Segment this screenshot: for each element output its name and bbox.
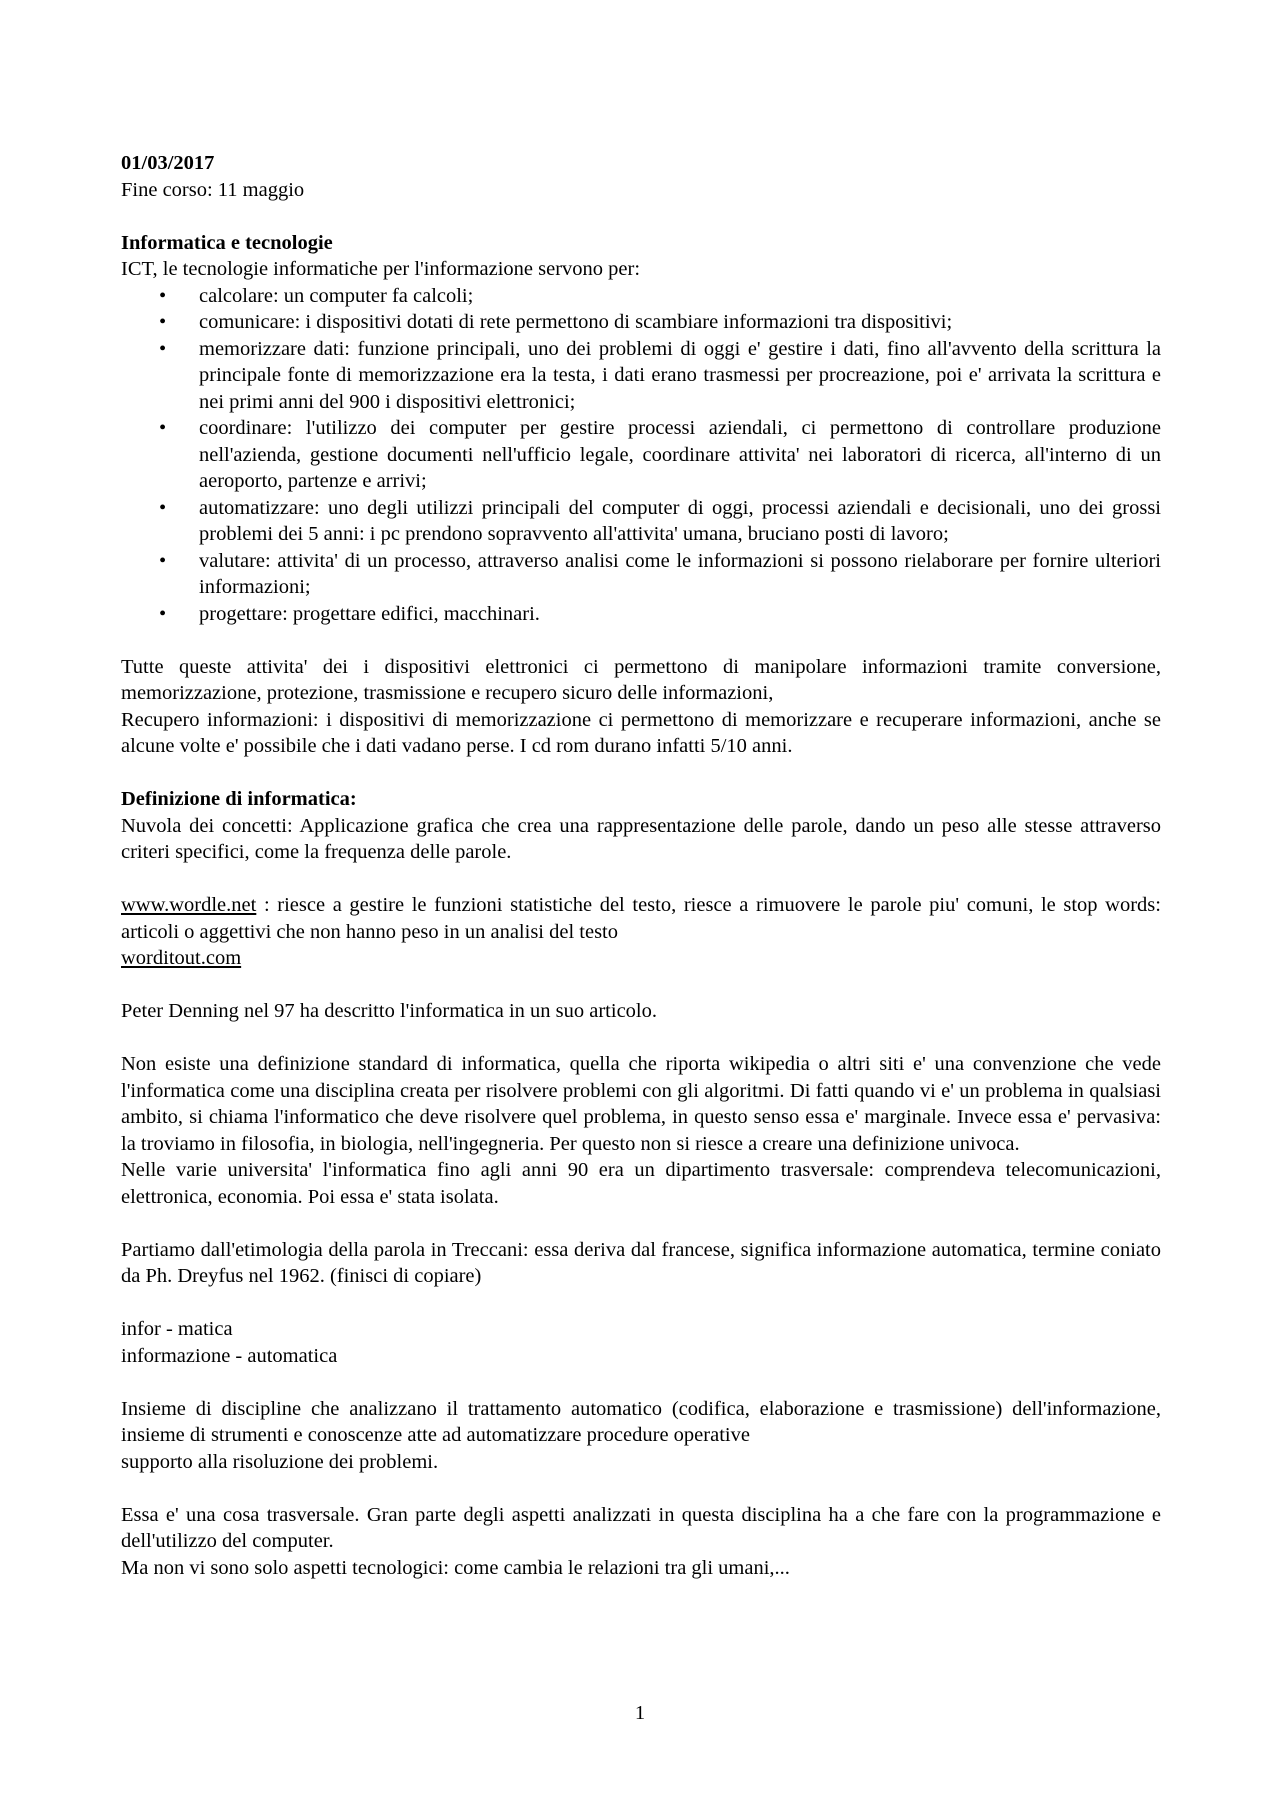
wordle-paragraph <box>121 892 1161 945</box>
spacer <box>121 1290 1161 1317</box>
disciplines-paragraph: Insieme di discipline che analizzano il trattamento automatico (codifica, elaborazione e trasmissione) dell'informazione, insieme di strumenti e conoscenze atte ad automatizzare procedure operative <box>121 1397 1161 1446</box>
bullet-icon: • <box>159 337 167 360</box>
spacer <box>121 866 1161 893</box>
word-split-line-1: infor - matica <box>121 1318 233 1340</box>
bullet-icon: • <box>159 496 167 519</box>
wordle-description: : riesce a gestire le funzioni statistiche del testo, riesce a rimuovere le parole piu' comuni, le stop words: articoli o aggettivi che non hanno peso in un analisi del testo <box>121 894 1161 943</box>
worditout-link[interactable]: worditout.com <box>121 947 242 969</box>
word-split-line-2: informazione - automatica <box>121 1344 338 1367</box>
list-item <box>159 336 1161 416</box>
list-item <box>159 548 1161 601</box>
section-title-definizione: Definizione di informatica: <box>121 788 357 810</box>
ict-uses-list <box>121 283 1161 628</box>
list-item-text: coordinare: l'utilizzo dei computer per gestire processi aziendali, ci permettono di controllare produzione nell'azienda, gestione documenti nell'ufficio legale, coordinare attivita' nei laboratori di ricerca, all'interno di un aeroporto, partenze e arrivi; <box>199 417 1161 492</box>
university-paragraph: Nelle varie universita' l'informatica fino agli anni 90 era un dipartimento trasversale: comprendeva telecomunicazioni, elettronica, economia. Poi essa e' stata isolata. <box>121 1159 1161 1208</box>
spacer <box>121 1475 1161 1502</box>
list-item-text: progettare: progettare edifici, macchinari. <box>199 602 540 625</box>
spacer <box>121 1369 1161 1396</box>
list-item <box>159 601 1161 628</box>
list-item-text: valutare: attivita' di un processo, attraverso analisi come le informazioni si possono rielaborare per fornire ulteriori informazioni; <box>199 549 1161 598</box>
document-date: 01/03/2017 <box>121 152 215 174</box>
spacer <box>121 627 1161 654</box>
wordle-link[interactable]: www.wordle.net <box>121 894 257 916</box>
word-cloud-paragraph: Nuvola dei concetti: Applicazione grafica che crea una rappresentazione delle parole, dando un peso alle stesse attraverso criteri specifici, come la frequenza delle parole. <box>121 814 1161 863</box>
bullet-icon: • <box>159 311 167 333</box>
page-number: 1 <box>634 1702 646 1724</box>
spacer <box>121 972 1161 999</box>
no-definition-paragraph: Non esiste una definizione standard di informatica, quella che riporta wikipedia o altri siti e' una convenzione che vede l'informatica come una disciplina creata per risolvere problemi con gli algoritmi. Di fatti quando vi e' un problema in qualsiasi ambito, si chiama l'informatico che deve risolvere quel problema, in questo senso essa e' marginale. Invece essa e' pervasiva: la troviamo in filosofia, in biologia, nell'ingegneria. Per questo non si riesce a creare una definizione univoca. <box>121 1053 1161 1155</box>
spacer <box>121 203 1161 230</box>
bullet-icon: • <box>159 602 167 625</box>
document-page <box>121 150 1161 1581</box>
section-title-informatica-tecnologie: Informatica e tecnologie <box>121 231 333 254</box>
list-item <box>159 415 1161 495</box>
bullet-icon: • <box>159 549 167 572</box>
support-line: supporto alla risoluzione dei problemi. <box>121 1450 439 1473</box>
spacer <box>121 1210 1161 1237</box>
ict-intro: ICT, le tecnologie informatiche per l'informazione servono per: <box>121 258 641 280</box>
bullet-icon: • <box>159 284 167 307</box>
spacer <box>121 760 1161 787</box>
list-item <box>159 283 1161 310</box>
transversal-paragraph: Essa e' una cosa trasversale. Gran parte degli aspetti analizzati in questa disciplina ha a che fare con la programmazione e dell'utilizzo del computer. <box>121 1503 1161 1552</box>
spacer <box>121 1025 1161 1052</box>
list-item <box>159 495 1161 548</box>
recovery-paragraph: Recupero informazioni: i dispositivi di memorizzazione ci permettono di memorizzare e recuperare informazioni, anche se alcune volte e' possibile che i dati vadano perse. I cd rom durano infatti 5/10 anni. <box>121 708 1161 757</box>
activities-paragraph: Tutte queste attivita' dei i dispositivi elettronici ci permettono di manipolare informazioni tramite conversione, memorizzazione, protezione, trasmissione e recupero sicuro delle informazioni, <box>121 655 1161 704</box>
list-item-text: comunicare: i dispositivi dotati di rete permettono di scambiare informazioni tra dispositivi; <box>199 311 953 333</box>
list-item-text: automatizzare: uno degli utilizzi principali del computer di oggi, processi aziendali e decisionali, uno dei grossi problemi dei 5 anni: i pc prendono sopravvento all'attivita' umana, bruciano posti di lavoro; <box>199 496 1161 545</box>
course-end-date: Fine corso: 11 maggio <box>121 178 305 201</box>
etymology-paragraph: Partiamo dall'etimologia della parola in Treccani: essa deriva dal francese, significa informazione automatica, termine coniato da Ph. Dreyfus nel 1962. (finisci di copiare) <box>121 1238 1161 1287</box>
aspects-line: Ma non vi sono solo aspetti tecnologici: come cambia le relazioni tra gli umani,... <box>121 1556 790 1579</box>
worditout-line <box>121 945 1161 972</box>
denning-paragraph: Peter Denning nel 97 ha descritto l'informatica in un suo articolo. <box>121 1000 657 1022</box>
list-item-text: memorizzare dati: funzione principali, uno dei problemi di oggi e' gestire i dati, fino all'avvento della scrittura la principale fonte di memorizzazione era la testa, i dati erano trasmessi per procreazione, poi e' arrivata la scrittura e nei primi anni del 900 i dispositivi elettronici; <box>199 337 1161 413</box>
list-item-text: calcolare: un computer fa calcoli; <box>199 284 474 307</box>
list-item <box>159 309 1161 336</box>
bullet-icon: • <box>159 417 167 439</box>
